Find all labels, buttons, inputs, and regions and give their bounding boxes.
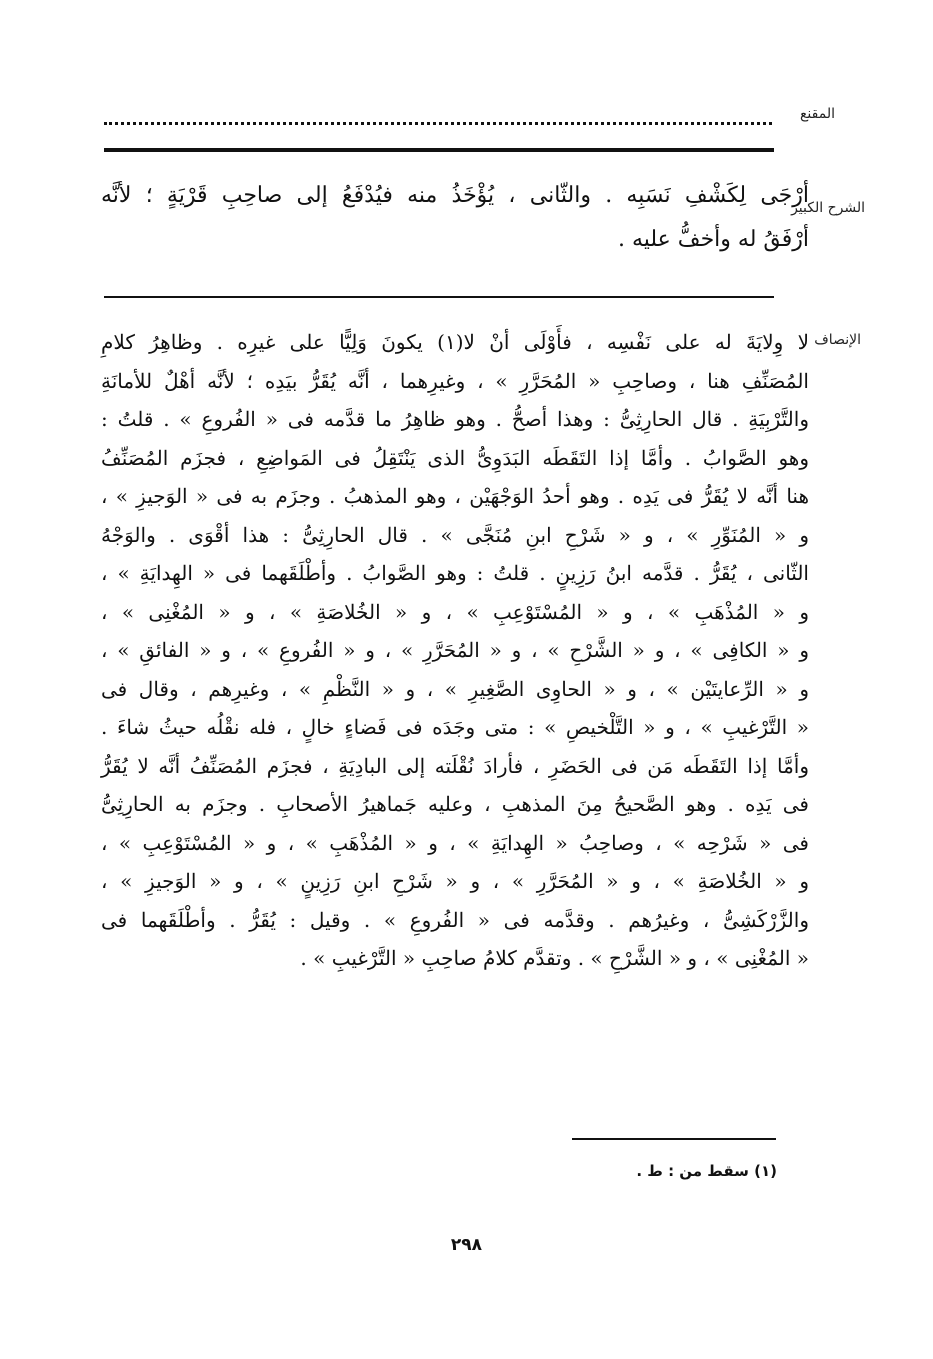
header-dotted-leader: [104, 122, 772, 125]
footnote-text: (١) سقط من : ط .: [636, 1162, 777, 1180]
footnote-separator: [572, 1138, 776, 1140]
insaf-line: والزَّرْكَشِىُّ ، وغيرُهم . وقدَّمه فى « الفُروعِ » . وقيل : يُقَرُّ . وأطْلَقَهما فى: [101, 907, 809, 932]
insaf-section-label: الإنصاف: [814, 332, 861, 348]
insaf-line: الثّانى ، يُقَرُّ . قدَّمه ابنُ رَزِينٍ . قلتُ : وهو الصَّوابُ . وأطْلَقَهما فى « الهِدايَةِ » ،: [101, 561, 809, 585]
commentary-line: أرْجَى لِكَشْفِ نَسَبِه . والثّانى ، يُؤْخَذُ منه فيُدْفَعُ إلى صاحِبِ قَرْيَةٍ ؛ لأنَّه: [101, 183, 809, 208]
commentary-line: أرْفَقُ له وأخفُّ عليه .: [617, 227, 809, 252]
insaf-line: وهو الصَّوابُ . وأمَّا إذا التَقَطَه البَدَوِىُّ الذى يَنْتَقِلُ فى المَواضِعِ ، فجزَم المُصَنِّفُ: [101, 445, 809, 470]
insaf-line: و « الخُلاصَةِ » ، و « المُحَرَّرِ » ، و « شَرْحِ ابنِ رَزِينٍ » ، و « الوَجيزِ » ،: [101, 869, 809, 893]
insaf-line: و « المُنَوِّرِ » ، و « شَرْحِ ابنِ مُنَجَّى » . قال الحارِثِىُّ : هذا أقْوَى . والوَجْهُ: [101, 522, 809, 547]
commentary-text: [101, 174, 809, 262]
page-number: ٢٩٨: [450, 1235, 483, 1255]
header-section-label: المقنع: [799, 106, 835, 122]
commentary-section-label: الشرح الكبير: [791, 200, 865, 216]
insaf-line: لا وِلايَةَ له على نَفْسِه ، فأَوْلَى أنْ لا(١) يكونَ وَلِيًّا على غيرِه . وظاهِرُ كلامِ: [101, 330, 809, 354]
header-thick-rule: [104, 148, 774, 152]
insaf-line: و « الكافِى » ، و « الشَّرْحِ » ، و « المُحَرَّرِ » ، و « الفُروعِ » ، و « الفائقِ » ،: [101, 638, 809, 662]
insaf-line: و « المُذْهَبِ » ، و « المُسْتَوْعِبِ » ، و « الخُلاصَةِ » ، و « المُغْنِى » ،: [101, 599, 809, 624]
insaf-line: هنا أنَّه لا يُقَرُّ فى يَدِه . وهو أحدُ الوَجْهَيْن ، وهو المذهبُ . وجزَم به فى « الوَجيزِ » ،: [101, 484, 809, 508]
insaf-line: « المُغْنِى » ، و « الشَّرْحِ » . وتقدَّم كلامُ صاحِبِ « التَّرْغيبِ » .: [300, 946, 809, 970]
insaf-line: فى يَدِه . وهو الصَّحيحُ مِنَ المذهبِ ، وعليه جَماهيرُ الأصحابِ . وجزَم به الحارِثِىُّ: [101, 792, 809, 816]
insaf-text: [101, 323, 809, 978]
insaf-line: و « الرِّعايتَيْن » ، و « الحاوِى الصَّغِيرِ » ، و « النَّظْمِ » ، وغيرِهم ، وقال فى: [101, 676, 809, 701]
insaf-line: « التَّرْغيبِ » ، و « التَّلْخيصِ » : متى وجَدَه فى فَضاءٍ خالٍ ، فله نقْلُه حيثُ شاءَ .: [101, 715, 809, 739]
insaf-line: والتَّرْبِيَةِ . قال الحارِثِىُّ : وهذا أصحُّ . وهو ظاهِرُ ما قدَّمه فى « الفُروعِ » . قلتُ :: [101, 407, 809, 431]
insaf-line: المُصَنِّفِ هنا ، وصاحِبِ « المُحَرَّرِ » ، وغيرِهما ، أنَّه يُقَرُّ بيَدِه ؛ لأنَّه أهْلٌ للأمانَةِ: [101, 368, 809, 393]
section-divider: [104, 296, 774, 298]
insaf-line: وأمَّا إذا التَقَطَه مَن فى الحَضَرِ ، فأرادَ نُقْلَته إلى البادِيَةِ ، فجزَم المُصَنِّفُ أنَّه لا يُقَرُّ: [101, 753, 809, 778]
insaf-line: فى « شَرْحِه » ، وصاحِبُ « الهِدايَةِ » ، و « المُذْهَبِ » ، و « المُسْتَوْعِبِ » ،: [101, 830, 809, 855]
